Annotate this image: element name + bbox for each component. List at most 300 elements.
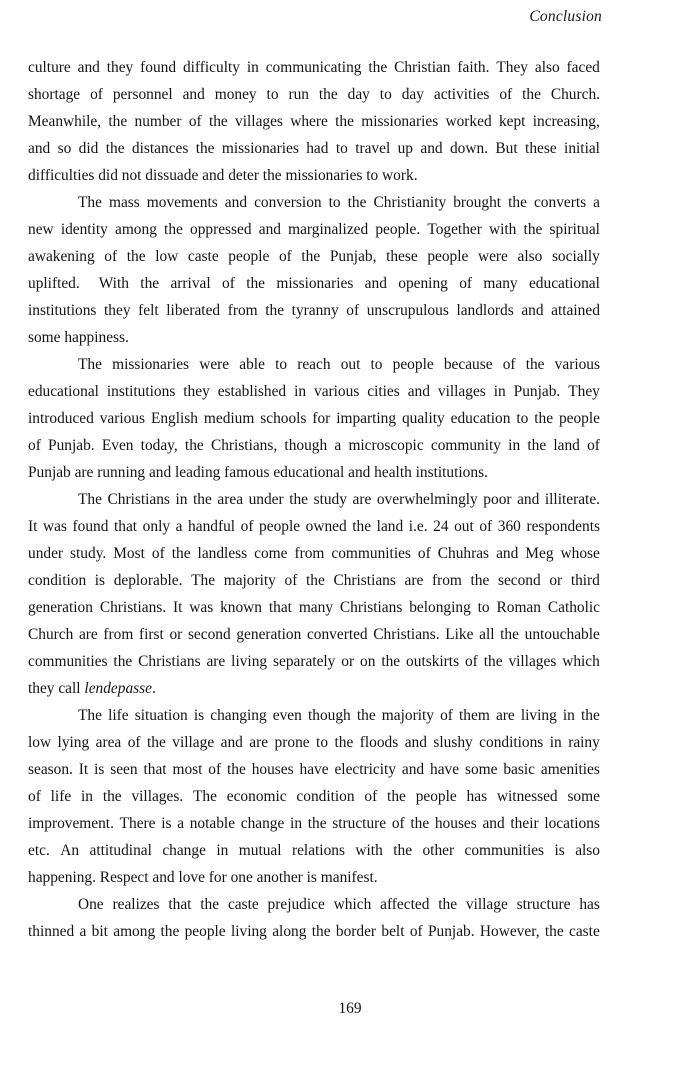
word: cities [367, 383, 400, 400]
word: tyranny [291, 302, 339, 319]
word: though [284, 437, 328, 454]
word: a [334, 437, 342, 454]
word: felt [138, 302, 159, 319]
word: Punjab. [48, 437, 95, 454]
word: liberated [166, 302, 221, 319]
word: today, [140, 437, 178, 454]
word: personnel [112, 86, 173, 103]
word: has [466, 788, 488, 805]
word: the [356, 707, 376, 724]
word: It [28, 518, 38, 535]
word: found [140, 59, 177, 76]
word: have [299, 761, 329, 778]
word: Christians [339, 599, 403, 616]
word: to [516, 410, 529, 427]
word: in [175, 491, 188, 508]
word: the [102, 788, 122, 805]
word: the [113, 653, 133, 670]
word: most [172, 761, 203, 778]
word: caste [569, 923, 600, 940]
text-line [28, 648, 600, 675]
word: kept [498, 113, 526, 130]
word: belt [381, 923, 405, 940]
word: and [496, 545, 519, 562]
word: living [231, 653, 268, 670]
word: the [500, 626, 519, 643]
word: or [341, 653, 355, 670]
word: the [352, 518, 372, 535]
word: so [57, 140, 72, 157]
word: people [415, 788, 457, 805]
word: amenities [540, 761, 600, 778]
word: various [554, 356, 600, 373]
word: was [42, 518, 67, 535]
word: communicating [265, 59, 362, 76]
word: seen [110, 761, 138, 778]
word: medium [203, 410, 255, 427]
word: were [199, 356, 230, 373]
word: difficulty [182, 59, 240, 76]
word: spiritual [549, 221, 600, 238]
word: the [193, 491, 212, 508]
word: run [288, 86, 309, 103]
word: to [370, 356, 383, 373]
word: study [313, 491, 347, 508]
word: of [240, 518, 254, 535]
word: bit [91, 923, 108, 940]
word: schools [260, 410, 307, 427]
word: basic [503, 761, 535, 778]
word: Together [427, 221, 482, 238]
word: change [162, 842, 206, 859]
text-line [28, 486, 600, 513]
text-line [28, 621, 600, 648]
word: missionaries [112, 356, 190, 373]
word: poor [483, 491, 512, 508]
word: of [499, 86, 513, 103]
word: from [103, 626, 134, 643]
text-line [28, 729, 600, 756]
word: the [184, 437, 204, 454]
word: money [214, 86, 257, 103]
word: the [335, 113, 354, 130]
word: down. [449, 140, 489, 157]
word: their [510, 815, 539, 832]
word: of [90, 86, 103, 103]
word: village [172, 734, 215, 751]
word: relations [291, 842, 345, 859]
word: improvement. [28, 815, 114, 832]
word: structure [332, 815, 387, 832]
word: The [78, 707, 102, 724]
word: the [508, 194, 527, 211]
word: for [312, 410, 331, 427]
word: the [523, 221, 543, 238]
word: or [169, 626, 183, 643]
word: majority [223, 572, 276, 589]
text-line [28, 594, 600, 621]
word: identity [60, 221, 108, 238]
word: and [220, 734, 243, 751]
word: village [465, 896, 508, 913]
word: even [272, 707, 302, 724]
word: a [175, 518, 183, 535]
text-line [28, 432, 600, 459]
text-line: some happiness. [28, 329, 129, 346]
word: to [328, 194, 341, 211]
word: a [177, 815, 185, 832]
word: missionaries [221, 140, 299, 157]
word: living [520, 707, 557, 724]
italic-term: lendepasse [84, 680, 152, 697]
word: increasing, [532, 113, 600, 130]
word: and [420, 140, 443, 157]
word: under [28, 545, 64, 562]
text-line [28, 243, 600, 270]
word: established [217, 383, 287, 400]
word: of [464, 653, 478, 670]
word: though [307, 707, 351, 724]
word: caste [227, 896, 259, 913]
word: the [265, 302, 285, 319]
word: the [334, 734, 354, 751]
word: locations [544, 815, 600, 832]
word: houses [251, 761, 294, 778]
word: landlords [456, 302, 514, 319]
word: and [364, 275, 387, 292]
word: the [307, 815, 327, 832]
word: people [392, 356, 434, 373]
word: of [188, 113, 202, 130]
paragraph [28, 189, 600, 351]
word: living [230, 923, 267, 940]
word: of [127, 734, 141, 751]
paragraph [28, 54, 600, 189]
word: have [430, 761, 460, 778]
word: the [164, 221, 183, 238]
word: The [191, 572, 216, 589]
word: from [431, 572, 462, 589]
word: thinned [28, 923, 75, 940]
word: villages [508, 653, 557, 670]
word: caste [187, 248, 219, 265]
word: also [534, 59, 560, 76]
word: i.e. [408, 518, 428, 535]
word: But [495, 140, 518, 157]
word: Most [113, 545, 145, 562]
word: villages. [131, 788, 184, 805]
word: institutions [28, 302, 97, 319]
word: area [95, 734, 122, 751]
text-line [28, 54, 600, 81]
word: number [134, 113, 182, 130]
word: situation [134, 707, 188, 724]
word: of [587, 437, 600, 454]
word: missionaries [276, 275, 354, 292]
text-line [28, 108, 600, 135]
word: that [114, 518, 138, 535]
word: owned [305, 518, 347, 535]
word: unscrupulous [366, 302, 449, 319]
word: the [527, 437, 547, 454]
word: change [240, 815, 285, 832]
word: new [28, 221, 54, 238]
word: is [193, 707, 205, 724]
word: Punjab. [427, 923, 475, 940]
word: notable [189, 815, 236, 832]
word: prejudice [267, 896, 325, 913]
word: With [91, 275, 129, 292]
word: One [78, 896, 104, 913]
word: of [479, 518, 493, 535]
text-line [28, 810, 600, 837]
word: did [78, 140, 99, 157]
word: mass [108, 194, 140, 211]
word: witnessed [496, 788, 558, 805]
word: Meg [525, 545, 554, 562]
text-line [28, 783, 600, 810]
word: from [227, 302, 258, 319]
word: However, [479, 923, 540, 940]
word: the [368, 59, 388, 76]
word: and [77, 59, 100, 76]
word: distances [131, 140, 189, 157]
word: the [246, 275, 265, 292]
word: is [554, 842, 565, 859]
word: the [305, 572, 325, 589]
word: of [409, 923, 423, 940]
word: Christians [107, 491, 170, 508]
word: is [94, 761, 105, 778]
word: and [404, 734, 427, 751]
word: majority [381, 707, 434, 724]
word: a [79, 923, 87, 940]
word: Christians [138, 653, 201, 670]
word: handful [188, 518, 236, 535]
word: and [182, 86, 205, 103]
text-line [28, 540, 600, 567]
word: educational [528, 275, 600, 292]
word: reach [297, 356, 331, 373]
text-line [28, 297, 600, 324]
text-line [28, 837, 600, 864]
word: Church. [550, 86, 600, 103]
word: brought [453, 194, 502, 211]
word: the [147, 734, 166, 751]
word: in [246, 59, 259, 76]
word: under [248, 491, 284, 508]
word: many [483, 275, 518, 292]
word: socially [551, 248, 600, 265]
word: The [193, 788, 217, 805]
word: prone [274, 734, 310, 751]
word: realizes [112, 896, 160, 913]
word: to [379, 86, 392, 103]
word: economic [226, 788, 287, 805]
word: belonging [409, 599, 471, 616]
word: The [78, 194, 102, 211]
word: come [254, 545, 288, 562]
word: overwhelmingly [376, 491, 478, 508]
word: that [143, 761, 167, 778]
word: separately [273, 653, 336, 670]
word: are [78, 626, 98, 643]
word: are [352, 491, 372, 508]
word: of [440, 707, 453, 724]
word: oppressed [190, 221, 252, 238]
word: 360 [497, 518, 521, 535]
word: with [489, 221, 517, 238]
word: able [239, 356, 265, 373]
text-line [28, 405, 600, 432]
text-line [28, 135, 600, 162]
running-header-title: Conclusion [529, 8, 602, 25]
word: Christians, [210, 437, 278, 454]
word: is [161, 815, 172, 832]
word: land [376, 518, 404, 535]
word: first [139, 626, 164, 643]
word: and [517, 491, 540, 508]
word: whose [560, 545, 600, 562]
word: the [208, 113, 228, 130]
paragraph [28, 351, 600, 486]
word: or [549, 572, 563, 589]
word: many [298, 599, 334, 616]
word: second [497, 572, 541, 589]
word: conversion [254, 194, 322, 211]
word: of [151, 545, 165, 562]
word: faced [566, 59, 600, 76]
word: and [258, 221, 281, 238]
word: An [60, 842, 80, 859]
word: generation [28, 599, 93, 616]
word: the [470, 572, 490, 589]
word: Roman [496, 599, 541, 616]
word: border [335, 923, 377, 940]
word: people [558, 410, 600, 427]
word: attained [551, 302, 600, 319]
word: the [483, 653, 503, 670]
word: of [459, 275, 473, 292]
word: microscopic [348, 437, 424, 454]
word: various [99, 410, 146, 427]
word: is [94, 572, 106, 589]
word: condition [296, 788, 355, 805]
word: to [316, 734, 329, 751]
word: converts [533, 194, 587, 211]
word: awakening [28, 248, 95, 265]
word: the [318, 86, 338, 103]
word: etc. [28, 842, 50, 859]
word: illiterate. [544, 491, 600, 508]
word: among [113, 923, 156, 940]
word: Christian [394, 59, 451, 76]
text-line: difficulties did not dissuade and deter the missionaries to work. [28, 167, 418, 184]
text-line [28, 891, 600, 918]
word: culture [28, 59, 71, 76]
word: of [502, 356, 516, 373]
page-number: 169 [338, 1000, 362, 1017]
paragraph [28, 486, 600, 702]
word: some [464, 761, 498, 778]
word: Christians. [99, 599, 167, 616]
word: in [216, 842, 229, 859]
word: of [417, 545, 431, 562]
word: and [521, 302, 544, 319]
word: other [422, 842, 455, 859]
word: attitudinal [89, 842, 152, 859]
word: shortage [28, 86, 81, 103]
word: the [195, 140, 215, 157]
word: Chuhras [437, 545, 490, 562]
word: to [477, 599, 490, 616]
word: Punjab, [329, 248, 377, 265]
word: in [294, 383, 307, 400]
text-line [28, 567, 600, 594]
text-line [28, 351, 600, 378]
word: the [227, 761, 246, 778]
word: the [438, 896, 458, 913]
word: Meanwhile, [28, 113, 102, 130]
text-line [28, 378, 600, 405]
word: are [495, 707, 515, 724]
word: outskirts [406, 653, 460, 670]
word: along [272, 923, 307, 940]
word: the [301, 248, 321, 265]
word: travel [355, 140, 391, 157]
word: are [249, 734, 269, 751]
word: There [119, 815, 156, 832]
word: worked [445, 113, 492, 130]
word: faith. [457, 59, 490, 76]
word: of [346, 302, 360, 319]
word: the [200, 896, 220, 913]
word: respondents [526, 518, 600, 535]
word: the [289, 491, 309, 508]
word: They [568, 383, 600, 400]
text-line [28, 189, 600, 216]
word: the [347, 194, 367, 211]
text-line: happening. Respect and love for one another is manifest. [28, 869, 378, 886]
word: marginalized [288, 221, 369, 238]
word: the [311, 923, 331, 940]
word: these [386, 248, 418, 265]
text-line [28, 513, 600, 540]
word: Church [28, 626, 74, 643]
word: generation [236, 626, 302, 643]
word: people [427, 248, 469, 265]
word: of [104, 248, 118, 265]
word: the [410, 815, 430, 832]
word: quality [401, 410, 445, 427]
word: and [224, 194, 248, 211]
word: from [294, 545, 325, 562]
word: the [387, 788, 406, 805]
word: landless [197, 545, 248, 562]
word: land [553, 437, 580, 454]
word: in [290, 815, 303, 832]
word: the [108, 113, 128, 130]
word: of [364, 788, 378, 805]
word: of [28, 437, 41, 454]
word: day [347, 86, 370, 103]
word: to [275, 356, 288, 373]
word: changing [210, 707, 267, 724]
word: are [404, 572, 424, 589]
word: are [206, 653, 226, 670]
text-line: Punjab are running and leading famous educational and health institutions. [28, 464, 488, 481]
word: houses [434, 815, 477, 832]
